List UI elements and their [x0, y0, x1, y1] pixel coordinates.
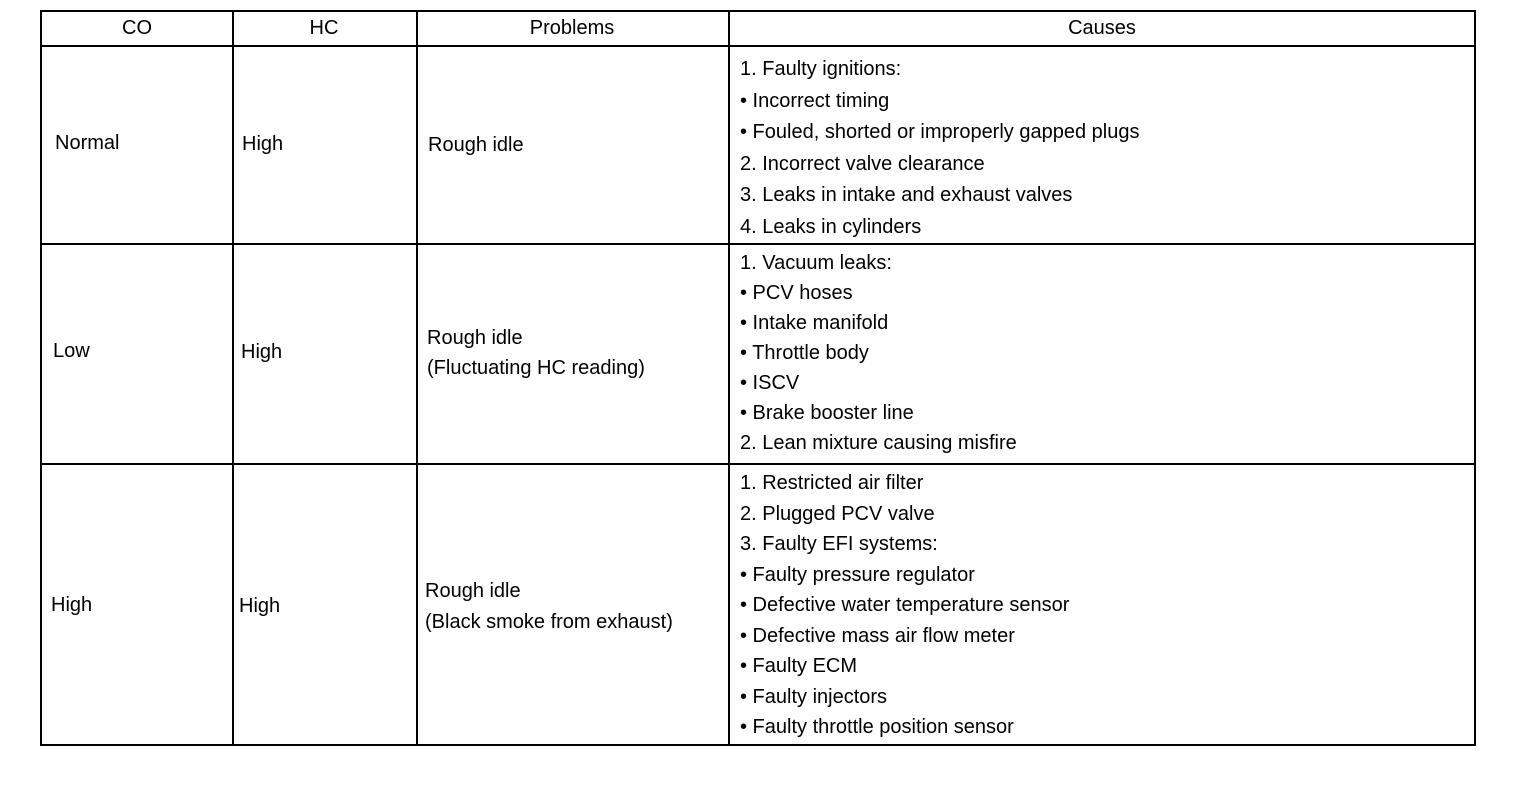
cause-item: 1. Faulty ignitions: [740, 58, 902, 80]
cause-item: 4. Leaks in cylinders [740, 215, 922, 238]
row-2-co: Low [53, 340, 90, 362]
row-divider [42, 463, 1474, 465]
column-divider [728, 12, 730, 744]
cause-item: • Throttle body [740, 342, 869, 364]
row-3-causes [740, 468, 1069, 743]
cause-item: • Faulty injectors [740, 685, 888, 708]
diagnosis-table [40, 10, 1476, 746]
cause-item: • Defective water temperature sensor [740, 594, 1070, 616]
cause-item: • Faulty pressure regulator [740, 563, 975, 586]
row-1-co: Normal [55, 132, 120, 154]
row-1-causes [740, 54, 1139, 243]
cause-item: 2. Plugged PCV valve [740, 502, 935, 525]
row-1-hc: High [242, 133, 284, 155]
cause-item: • Brake booster line [740, 402, 914, 424]
row-2-problem-note: (Fluctuating HC reading) [427, 357, 645, 379]
cause-item: • Fouled, shorted or improperly gapped plugs [740, 121, 1140, 143]
cause-item: 3. Faulty EFI systems: [740, 533, 938, 555]
cause-item: • Faulty throttle position sensor [740, 716, 1014, 738]
row-3-hc: High [239, 595, 281, 617]
row-2-hc: High [241, 341, 283, 363]
row-3-problem-note: (Black smoke from exhaust) [425, 611, 673, 633]
row-3-co: High [51, 594, 93, 616]
header-hc: HC [309, 17, 339, 39]
cause-item: 1. Restricted air filter [740, 472, 924, 494]
cause-item: • Defective mass air flow meter [740, 624, 1015, 647]
row-2-problem: Rough idle [427, 327, 523, 349]
row-3-problem: Rough idle [425, 580, 521, 602]
cause-item: 2. Lean mixture causing misfire [740, 432, 1017, 454]
row-divider [42, 45, 1474, 47]
row-2-causes [740, 248, 1017, 458]
column-divider [232, 12, 234, 744]
cause-item: 3. Leaks in intake and exhaust valves [740, 184, 1073, 206]
row-1-problem: Rough idle [428, 134, 524, 156]
cause-item: • Incorrect timing [740, 89, 890, 112]
cause-item: • ISCV [740, 372, 800, 394]
cause-item: • Intake manifold [740, 312, 889, 334]
cause-item: 2. Incorrect valve clearance [740, 152, 985, 175]
cause-item: 1. Vacuum leaks: [740, 252, 892, 274]
column-divider [416, 12, 418, 744]
cause-item: • Faulty ECM [740, 655, 858, 677]
header-causes: Causes [1068, 17, 1136, 39]
header-problems: Problems [529, 17, 615, 39]
row-divider [42, 243, 1474, 245]
header-co: CO [122, 17, 152, 39]
cause-item: • PCV hoses [740, 282, 853, 304]
